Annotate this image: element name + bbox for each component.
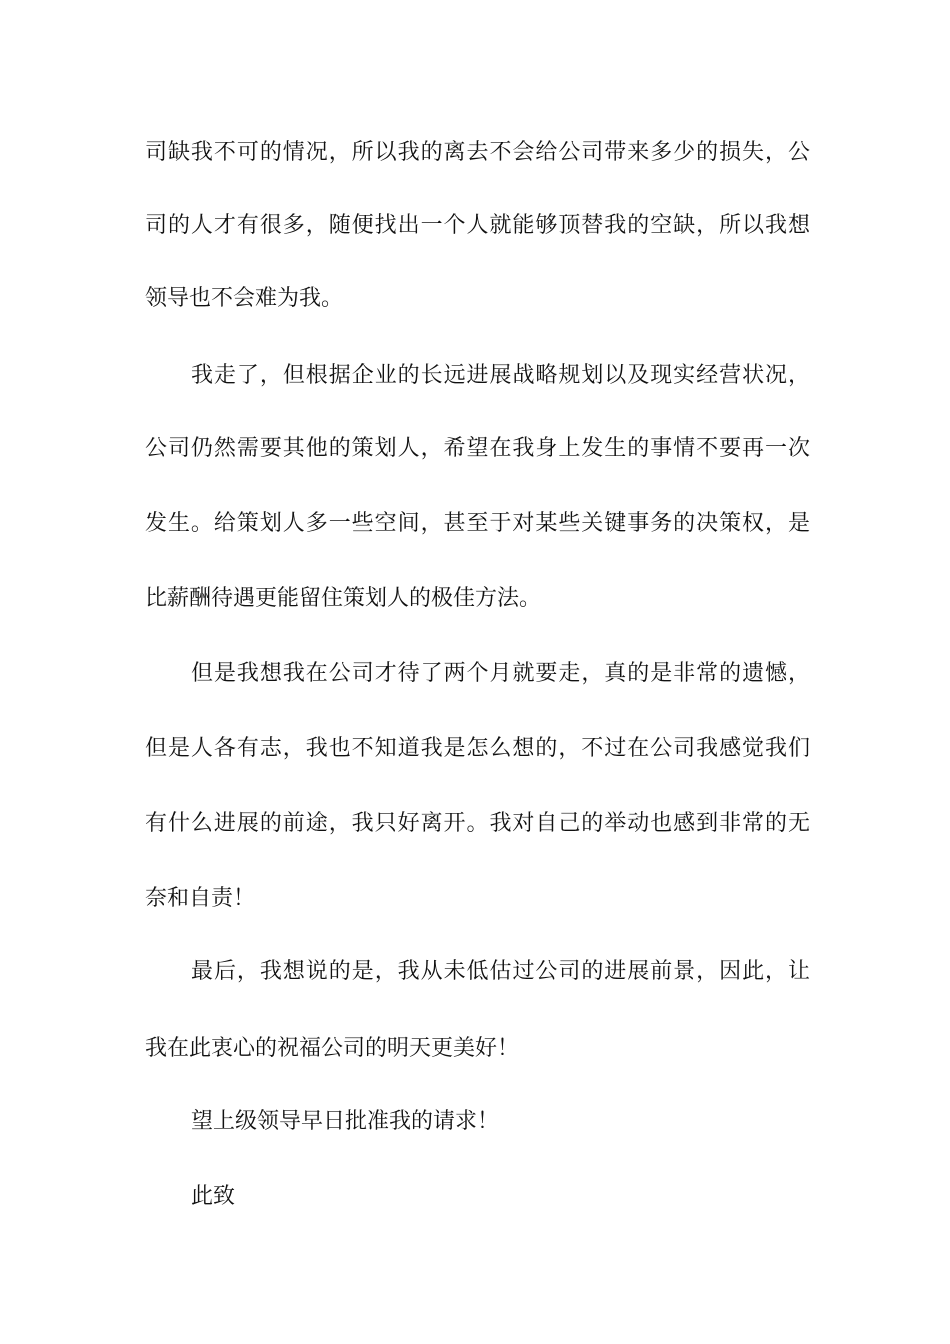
- paragraph-line: 我走了，但根据企业的长远进展战略规划以及现实经营状况，: [191, 363, 810, 388]
- paragraph-line: 比薪酬待遇更能留住策划人的极佳方法。: [145, 586, 542, 611]
- paragraph-line: 我在此衷心的祝福公司的明天更美好！: [145, 1036, 520, 1061]
- paragraph-line: 公司仍然需要其他的策划人，希望在我身上发生的事情不要再一次: [145, 436, 810, 461]
- paragraph-line: 最后，我想说的是，我从未低估过公司的进展前景，因此，让: [191, 959, 810, 984]
- paragraph-line: 领导也不会难为我。: [145, 286, 344, 311]
- paragraph-line: 司的人才有很多，随便找出一个人就能够顶替我的空缺，所以我想: [145, 213, 810, 238]
- paragraph-line: 但是我想我在公司才待了两个月就要走，真的是非常的遗憾，: [191, 661, 810, 686]
- closing-line: 此致: [191, 1184, 236, 1209]
- paragraph-line: 司缺我不可的情况，所以我的离去不会给公司带来多少的损失，公: [145, 140, 810, 165]
- paragraph-line: 望上级领导早日批准我的请求！: [191, 1109, 500, 1134]
- paragraph-line: 奈和自责！: [145, 886, 256, 911]
- paragraph-line: 有什么进展的前途，我只好离开。我对自己的举动也感到非常的无: [145, 811, 810, 836]
- paragraph-line: 发生。给策划人多一些空间，甚至于对某些关键事务的决策权，是: [145, 511, 810, 536]
- paragraph-line: 但是人各有志，我也不知道我是怎么想的，不过在公司我感觉我们: [145, 736, 810, 761]
